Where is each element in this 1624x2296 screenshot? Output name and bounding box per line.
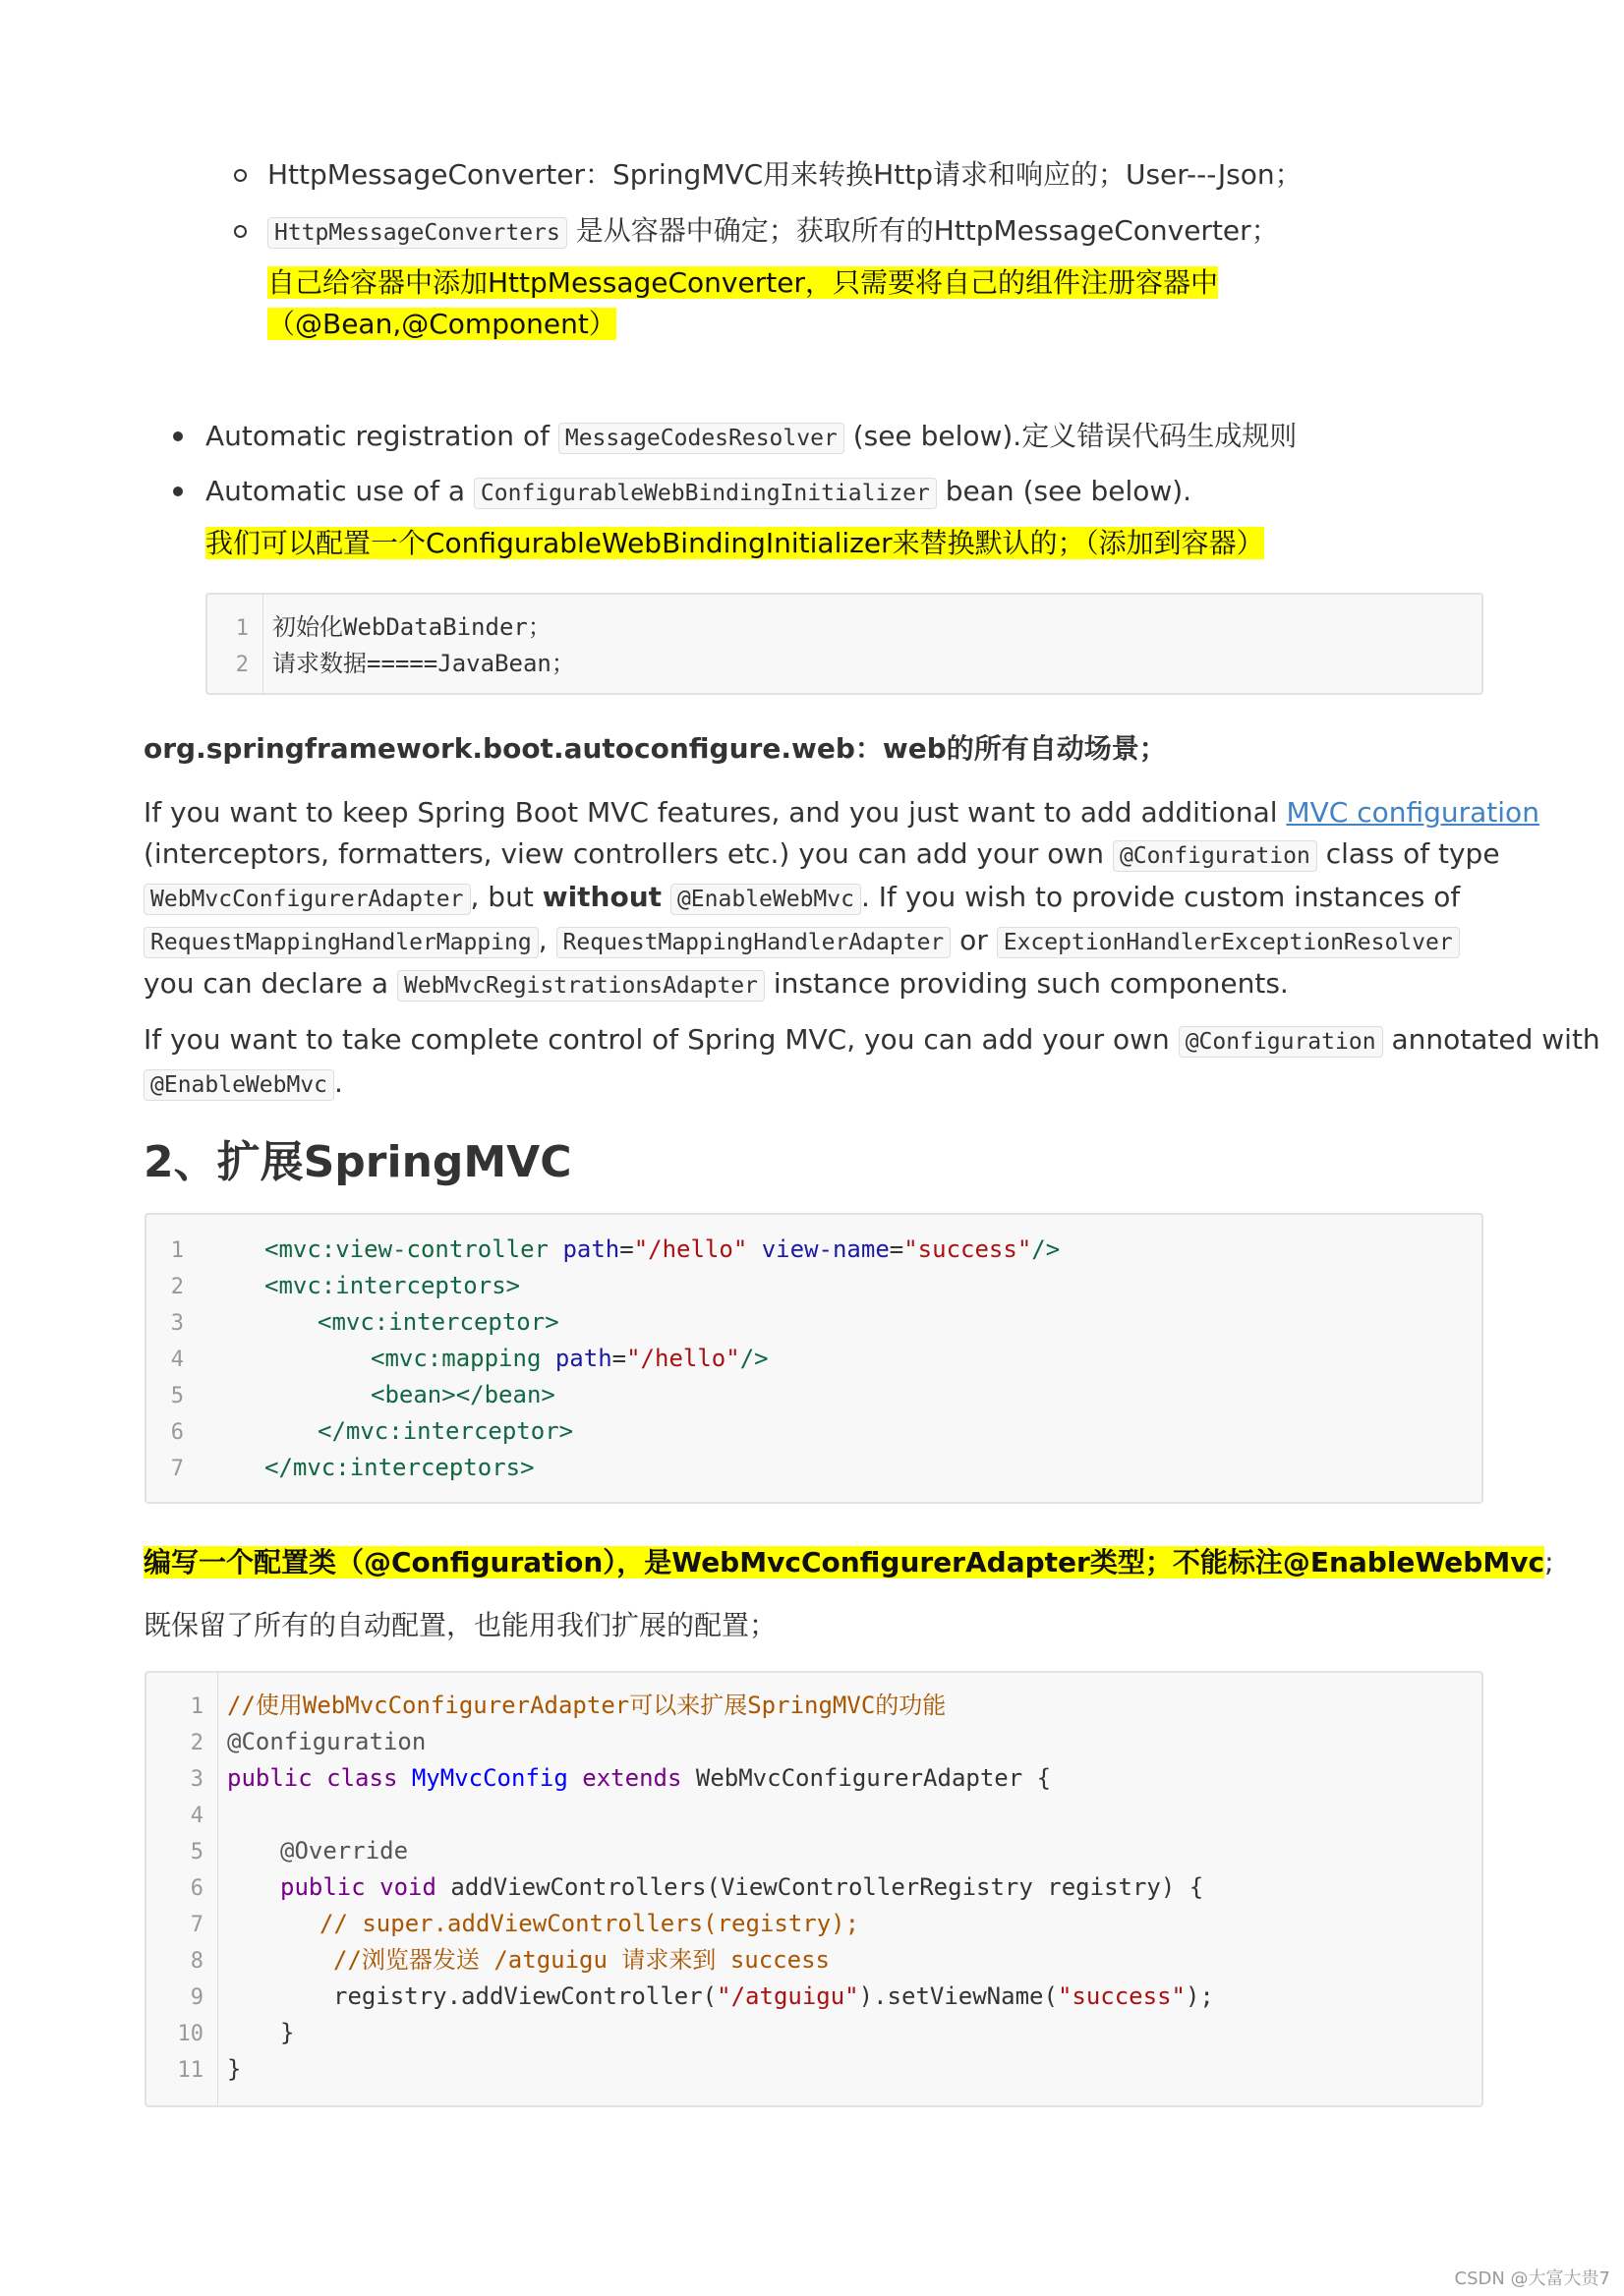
inline-code: ConfigurableWebBindingInitializer xyxy=(474,478,937,509)
line-number: 1 xyxy=(190,1694,203,1719)
sub-bullet-text: HttpMessageConverters 是从容器中确定；获取所有的HttpMessageConverter； xyxy=(267,210,1279,254)
paragraph: 既保留了所有的自动配置，也能用我们扩展的配置； xyxy=(144,1609,778,1641)
bullet-marker xyxy=(173,487,183,496)
code-line: registry.addViewController("/atguigu").setViewName("success"); xyxy=(333,1982,1214,2010)
line-number: 5 xyxy=(190,1840,203,1865)
code-line: <mvc:interceptor> xyxy=(318,1308,559,1336)
mvc-configuration-link[interactable]: MVC configuration xyxy=(1286,796,1539,829)
paragraph: If you want to keep Spring Boot MVC features, and you just want to add additional MVC configuration (interceptors, formatters, view controllers etc.) you can add your own @Configuration class of type WebMvcConfigurerAdapter , but without @EnableWebMvc . If you wish to provide custom instances of RequestMappingHandlerMapping , RequestMappingHandlerAdapter or ExceptionHandlerExceptionResolver you can declare a WebMvcRegistrationsAdapter instance providing such components. xyxy=(144,796,1539,1000)
code-line: <mvc:view-controller path="/hello" view-name="success"/> xyxy=(264,1235,1061,1263)
code-line: } xyxy=(227,2055,242,2083)
inline-code: @Configuration xyxy=(1113,840,1317,872)
bullet-text: Automatic use of a ConfigurableWebBindingInitializer bean (see below). xyxy=(205,475,1192,507)
sub-bullet-marker xyxy=(234,225,247,238)
inline-code: MessageCodesResolver xyxy=(558,423,844,454)
inline-code: WebMvcRegistrationsAdapter xyxy=(397,970,765,1002)
watermark: CSDN @大富大贵7 xyxy=(1454,2268,1610,2289)
code-line: @Override xyxy=(280,1837,409,1865)
code-line: <mvc:interceptors> xyxy=(264,1272,521,1299)
paragraph: If you want to take complete control of Spring MVC, you can add your own @Configuration annotated with @EnableWebMvc . xyxy=(144,1023,1600,1099)
code-line: 初始化WebDataBinder； xyxy=(272,613,551,641)
code-line: public void addViewControllers(ViewControllerRegistry registry) { xyxy=(280,1873,1204,1901)
code-line: @Configuration xyxy=(227,1728,427,1755)
line-number: 6 xyxy=(170,1420,184,1445)
line-number: 4 xyxy=(170,1348,184,1372)
line-number: 3 xyxy=(190,1767,203,1792)
sub-bullet-text: HttpMessageConverter：SpringMVC用来转换Http请求和响应的；User---Json； xyxy=(267,158,1303,191)
line-number: 1 xyxy=(235,616,249,641)
line-number: 7 xyxy=(190,1913,203,1937)
line-number: 5 xyxy=(170,1384,184,1408)
inline-code: @EnableWebMvc xyxy=(144,1069,334,1101)
inline-code: WebMvcConfigurerAdapter xyxy=(144,884,471,915)
highlight-title: 编写一个配置类（@Configuration），是WebMvcConfigurerAdapter类型；不能标注@EnableWebMvc; xyxy=(144,1546,1554,1578)
line-number: 1 xyxy=(170,1238,184,1263)
line-number: 7 xyxy=(170,1457,184,1481)
code-block xyxy=(205,593,1483,695)
code-line: <mvc:mapping path="/hello"/> xyxy=(371,1345,769,1372)
line-number: 10 xyxy=(177,2022,203,2046)
code-block xyxy=(145,1213,1483,1504)
inline-code: @EnableWebMvc xyxy=(670,884,861,915)
inline-code: ExceptionHandlerExceptionResolver xyxy=(997,927,1460,958)
line-number: 4 xyxy=(190,1804,203,1828)
inline-code: @Configuration xyxy=(1179,1026,1383,1058)
sub-bullet-marker xyxy=(234,169,247,182)
code-line: } xyxy=(280,2019,295,2046)
line-number: 3 xyxy=(170,1311,184,1336)
line-number: 2 xyxy=(235,653,249,677)
line-number: 11 xyxy=(177,2058,203,2083)
code-line: <bean></bean> xyxy=(371,1381,555,1408)
inline-code: HttpMessageConverters xyxy=(267,217,567,249)
inline-code: RequestMappingHandlerAdapter xyxy=(556,927,952,958)
bullet-marker xyxy=(173,431,183,441)
highlight-note: 我们可以配置一个ConfigurableWebBindingInitializer来替换默认的；（添加到容器） xyxy=(205,527,1264,559)
code-line: </mvc:interceptors> xyxy=(264,1454,535,1481)
code-line: // super.addViewControllers(registry); xyxy=(319,1910,860,1937)
line-number: 8 xyxy=(190,1949,203,1974)
line-number: 2 xyxy=(170,1275,184,1299)
bullet-text: Automatic registration of MessageCodesResolver (see below).定义错误代码生成规则 xyxy=(205,420,1298,452)
line-number: 2 xyxy=(190,1731,203,1755)
code-block xyxy=(145,1671,1483,2107)
inline-code: RequestMappingHandlerMapping xyxy=(144,927,539,958)
code-line: public class MyMvcConfig extends WebMvcConfigurerAdapter { xyxy=(227,1764,1052,1792)
line-number: 9 xyxy=(190,1985,203,2010)
highlight-note: 自己给容器中添加HttpMessageConverter，只需要将自己的组件注册容器中 （@Bean,@Component） xyxy=(267,266,1218,340)
code-line: //使用WebMvcConfigurerAdapter可以来扩展SpringMVC的功能 xyxy=(227,1692,947,1719)
code-line: 请求数据=====JavaBean； xyxy=(272,650,575,677)
section-heading: 2、扩展SpringMVC xyxy=(144,1137,572,1187)
code-line: </mvc:interceptor> xyxy=(318,1417,574,1445)
code-line: //浏览器发送 /atguigu 请求来到 success xyxy=(333,1946,830,1974)
package-title: org.springframework.boot.autoconfigure.web：web的所有自动场景； xyxy=(144,732,1167,765)
line-number: 6 xyxy=(190,1876,203,1901)
